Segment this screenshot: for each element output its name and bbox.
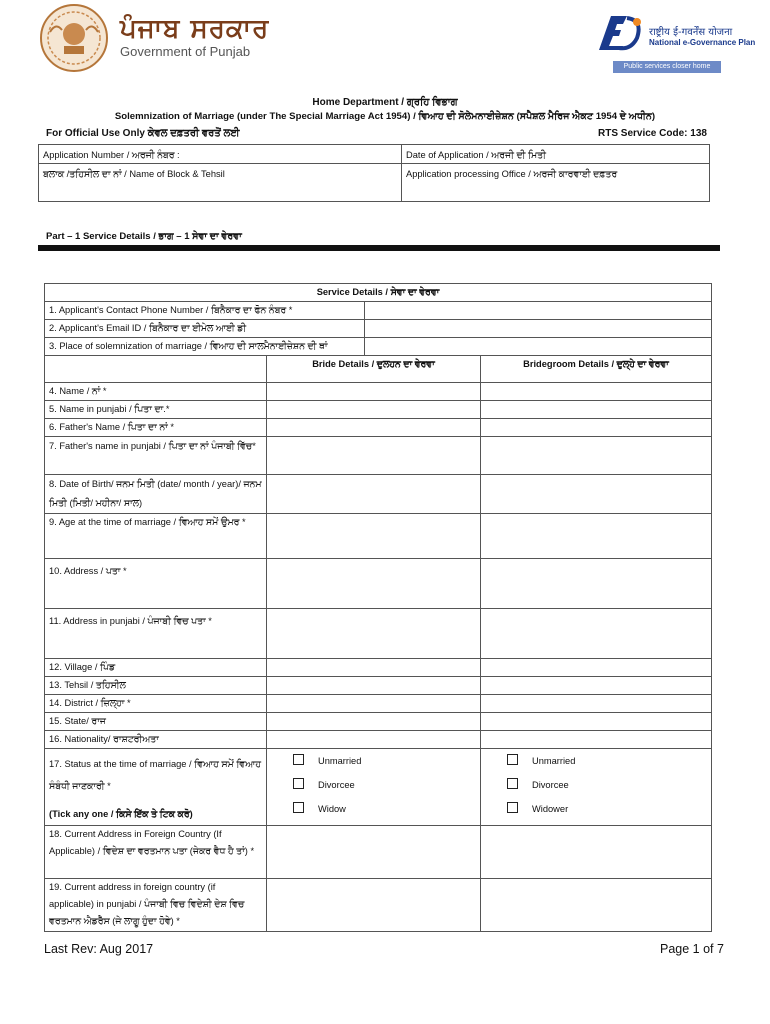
- q13-label: 13. Tehsil / ਤਹਿਸੀਲ: [45, 677, 267, 695]
- q15-bride-input[interactable]: [267, 713, 481, 731]
- block-tehsil-label: ਬਲਾਕ /ਤਹਿਸੀਲ ਦਾ ਨਾਂ / Name of Block & Tehsil: [43, 169, 225, 179]
- q14-groom-input[interactable]: [481, 695, 712, 713]
- q4-groom-input[interactable]: [481, 383, 712, 401]
- q3-label: 3. Place of solemnization of marriage / ਵਿਆਹ ਦੀ ਸਾਲਮੈਨਾਈਜ਼ੇਸ਼ਨ ਦੀ ਥਾਂ: [45, 338, 365, 356]
- q15-groom-input[interactable]: [481, 713, 712, 731]
- date-of-application-field[interactable]: [402, 145, 710, 164]
- q1-input[interactable]: [365, 302, 712, 320]
- checkbox[interactable]: [507, 754, 518, 765]
- option-label: Widower: [532, 804, 569, 814]
- q11-bride-input[interactable]: [267, 609, 481, 659]
- checkbox[interactable]: [507, 802, 518, 813]
- q14-bride-input[interactable]: [267, 695, 481, 713]
- option-label: Divorcee: [318, 780, 355, 790]
- q6-label: 6. Father's Name / ਪਿਤਾ ਦਾ ਨਾਂ *: [45, 419, 267, 437]
- q9-groom-input[interactable]: [481, 514, 712, 559]
- office-use-table: [38, 144, 710, 202]
- q18-bride-input[interactable]: [267, 826, 481, 879]
- date-of-application-label: Date of Application / ਅਰਜੀ ਦੀ ਮਿਤੀ: [406, 150, 546, 160]
- part1-title: Part – 1 Service Details / ਭਾਗ – 1 ਸੇਵਾ ਦਾ ਵੇਰਵਾ: [46, 231, 242, 242]
- rts-service-code: RTS Service Code: 138: [598, 128, 707, 139]
- q4-bride-input[interactable]: [267, 383, 481, 401]
- q16-bride-input[interactable]: [267, 731, 481, 749]
- groom-details-header: Bridegroom Details / ਦੁਲ੍ਹੇ ਦਾ ਵੇਰਵਾ: [481, 356, 712, 383]
- q6-bride-input[interactable]: [267, 419, 481, 437]
- q17-tick-instruction: (Tick any one / ਕਿਸੇ ਇੱਕ ਤੇ ਟਿਕ ਕਰੋ): [49, 809, 193, 819]
- q10-label: 10. Address / ਪਤਾ *: [45, 559, 267, 609]
- q8-groom-input[interactable]: [481, 475, 712, 514]
- q18-groom-input[interactable]: [481, 826, 712, 879]
- checkbox[interactable]: [507, 778, 518, 789]
- bride-option-divorcee[interactable]: [271, 773, 476, 797]
- q19-label: 19. Current address in foreign country (if applicable) in punjabi / ਪੰਜਾਬੀ ਵਿਚ ਵਿਦੇਸ਼ੀ ਦੇਸ਼ ਵਿਚ ਵਰਤਮਾਨ ਐਡਰੈੱਸ (ਜੇ ਲਾਗੂ ਹੁੰਦਾ ਹੋਵੇ) *: [45, 879, 267, 932]
- groom-option-divorcee[interactable]: [485, 773, 707, 797]
- checkbox[interactable]: [293, 802, 304, 813]
- q16-groom-input[interactable]: [481, 731, 712, 749]
- groom-option-unmarried[interactable]: [485, 749, 707, 773]
- bride-option-widow[interactable]: [271, 797, 476, 821]
- q1-label: 1. Applicant's Contact Phone Number / ਬਿਨੈਕਾਰ ਦਾ ਫੋਨ ਨੰਬਰ *: [45, 302, 365, 320]
- q9-bride-input[interactable]: [267, 514, 481, 559]
- q11-label: 11. Address in punjabi / ਪੰਜਾਬੀ ਵਿਚ ਪਤਾ *: [45, 609, 267, 659]
- egov-title-english: National e-Governance Plan: [649, 38, 756, 47]
- form-title: Solemnization of Marriage (under The Special Marriage Act 1954) / ਵਿਆਹ ਦੀ ਸੋਲੇਮਨਾਈਜ਼ੇਸ਼ਨ (ਸਪੈਸ਼ਲ ਮੈਰਿਜ ਐਕਟ 1954 ਦੇ ਅਧੀਨ): [114, 111, 656, 122]
- q2-label: 2. Applicant's Email ID / ਬਿਨੈਕਾਰ ਦਾ ਈਮੇਲ ਆਈ ਡੀ: [45, 320, 365, 338]
- q17-label: 17. Status at the time of marriage / ਵਿਆਹ ਸਮੇਂ ਵਿਆਹ ਸੰਬੰਧੀ ਜਾਣਕਾਰੀ *: [49, 759, 261, 791]
- q17-bride-options: [267, 749, 481, 826]
- state-name-punjabi: ਪੰਜਾਬ ਸਰਕਾਰ: [120, 14, 270, 44]
- q17-label-cell: [45, 749, 267, 826]
- q13-bride-input[interactable]: [267, 677, 481, 695]
- q16-label: 16. Nationality/ ਰਾਸ਼ਟਰੀਅਤਾ: [45, 731, 267, 749]
- service-details-table: [44, 283, 712, 932]
- egov-tagline: Public services closer home: [613, 61, 721, 73]
- q5-groom-input[interactable]: [481, 401, 712, 419]
- option-label: Widow: [318, 804, 346, 814]
- checkbox[interactable]: [293, 754, 304, 765]
- q7-bride-input[interactable]: [267, 437, 481, 475]
- q14-label: 14. District / ਜ਼ਿਲ੍ਹਾ *: [45, 695, 267, 713]
- block-tehsil-field[interactable]: [39, 164, 402, 202]
- department-heading: Home Department / ਗ੍ਰਹਿ ਵਿਭਾਗ: [312, 97, 458, 108]
- q4-label: 4. Name / ਨਾਂ *: [45, 383, 267, 401]
- egov-title-hindi: राष्ट्रीय ई-गवर्नेंस योजना: [649, 27, 733, 38]
- q9-label: 9. Age at the time of marriage / ਵਿਆਹ ਸਮੇਂ ਉਮਰ *: [45, 514, 267, 559]
- service-details-header: Service Details / ਸੇਵਾ ਦਾ ਵੇਰਵਾ: [45, 284, 712, 302]
- q5-label: 5. Name in punjabi / ਪਿਤਾ ਦਾ.*: [45, 401, 267, 419]
- q12-bride-input[interactable]: [267, 659, 481, 677]
- option-label: Unmarried: [532, 756, 576, 766]
- q10-groom-input[interactable]: [481, 559, 712, 609]
- state-name-english: Government of Punjab: [120, 44, 251, 59]
- bride-option-unmarried[interactable]: [271, 749, 476, 773]
- groom-option-widower[interactable]: [485, 797, 707, 821]
- q19-groom-input[interactable]: [481, 879, 712, 932]
- q15-label: 15. State/ ਰਾਜ: [45, 713, 267, 731]
- option-label: Divorcee: [532, 780, 569, 790]
- processing-office-field[interactable]: [402, 164, 710, 202]
- application-number-label: Application Number / ਅਰਜੀ ਨੰਬਰ :: [43, 150, 180, 160]
- q2-input[interactable]: [365, 320, 712, 338]
- q8-label: 8. Date of Birth/ ਜਨਮ ਮਿਤੀ (date/ month / year)/ ਜਨਮ ਮਿਤੀ (ਮਿਤੀ/ ਮਹੀਨਾ/ ਸਾਲ): [45, 475, 267, 514]
- corner-cell: [45, 356, 267, 383]
- q12-label: 12. Village / ਪਿੰਡ: [45, 659, 267, 677]
- q12-groom-input[interactable]: [481, 659, 712, 677]
- processing-office-label: Application processing Office / ਅਰਜੀ ਕਾਰਵਾਈ ਦਫ਼ਤਰ: [406, 169, 618, 179]
- egov-logo-icon: [597, 10, 647, 52]
- q11-groom-input[interactable]: [481, 609, 712, 659]
- application-number-field[interactable]: [39, 145, 402, 164]
- q6-groom-input[interactable]: [481, 419, 712, 437]
- q5-bride-input[interactable]: [267, 401, 481, 419]
- q7-groom-input[interactable]: [481, 437, 712, 475]
- page-number: Page 1 of 7: [660, 942, 724, 956]
- q10-bride-input[interactable]: [267, 559, 481, 609]
- q8-bride-input[interactable]: [267, 475, 481, 514]
- q19-bride-input[interactable]: [267, 879, 481, 932]
- punjab-emblem-icon: [36, 2, 112, 74]
- checkbox[interactable]: [293, 778, 304, 789]
- q18-label: 18. Current Address in Foreign Country (If Applicable) / ਵਿਦੇਸ਼ ਦਾ ਵਰਤਮਾਨ ਪਤਾ (ਜੇਕਰ ਵੈਧ ਹੈ ਤਾਂ) *: [45, 826, 267, 879]
- option-label: Unmarried: [318, 756, 362, 766]
- q7-label: 7. Father's name in punjabi / ਪਿਤਾ ਦਾ ਨਾਂ ਪੰਜਾਬੀ ਵਿੱਚ*: [45, 437, 267, 475]
- revision-note: Last Rev: Aug 2017: [44, 942, 154, 956]
- q3-input[interactable]: [365, 338, 712, 356]
- q17-groom-options: [481, 749, 712, 826]
- q13-groom-input[interactable]: [481, 677, 712, 695]
- section-divider: [38, 245, 720, 251]
- official-use-label: For Official Use Only ਕੇਵਲ ਦਫ਼ਤਰੀ ਵਰਤੋਂ ਲਈ: [46, 128, 240, 139]
- bride-details-header: Bride Details / ਦੁਲਹਨ ਦਾ ਵੇਰਵਾ: [267, 356, 481, 383]
